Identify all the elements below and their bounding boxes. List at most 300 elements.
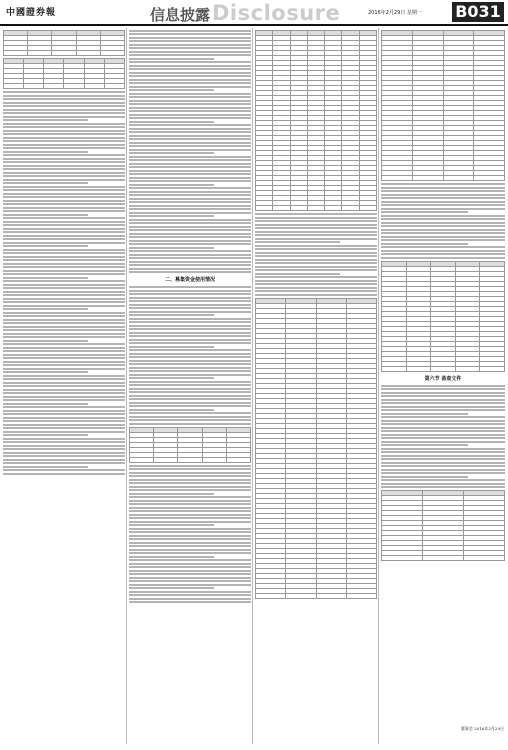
text-line xyxy=(129,293,251,295)
text-line xyxy=(129,493,214,495)
text-line xyxy=(381,253,505,255)
text-line xyxy=(3,235,125,237)
text-line xyxy=(129,409,214,411)
text-line xyxy=(381,395,505,397)
text-line xyxy=(129,177,251,179)
text-line xyxy=(129,601,251,603)
text-line xyxy=(129,219,251,221)
text-line xyxy=(381,402,505,404)
text-line xyxy=(3,343,125,345)
text-line xyxy=(381,239,505,241)
text-line xyxy=(255,259,377,261)
text-line xyxy=(255,262,377,264)
text-line xyxy=(129,201,251,203)
text-line xyxy=(381,441,505,443)
text-line xyxy=(3,385,125,387)
text-line xyxy=(381,215,505,217)
text-line xyxy=(129,149,251,151)
text-line xyxy=(255,241,340,243)
text-line xyxy=(129,318,251,320)
text-line xyxy=(3,168,125,170)
text-line xyxy=(129,184,214,186)
text-line xyxy=(3,217,125,219)
text-line xyxy=(129,472,251,474)
text-line xyxy=(3,238,125,240)
text-line xyxy=(129,563,251,565)
text-line xyxy=(129,117,251,119)
text-line xyxy=(381,211,468,213)
text-line xyxy=(3,231,125,233)
text-line xyxy=(3,452,125,454)
column-3 xyxy=(255,28,377,744)
text-line xyxy=(255,238,377,240)
text-line xyxy=(3,364,125,366)
text-line xyxy=(129,325,251,327)
text-line xyxy=(3,462,125,464)
text-line xyxy=(129,82,251,84)
text-line xyxy=(129,391,251,393)
text-line xyxy=(381,385,505,387)
text-line xyxy=(381,469,505,471)
text-line xyxy=(129,479,251,481)
text-line xyxy=(129,374,251,376)
text-line xyxy=(255,287,377,289)
text-line xyxy=(3,123,125,125)
text-line xyxy=(129,54,251,56)
text-line xyxy=(129,215,214,217)
text-line xyxy=(381,194,505,196)
text-line xyxy=(3,336,125,338)
text-line xyxy=(129,598,251,600)
text-line xyxy=(129,381,251,383)
text-line xyxy=(129,482,251,484)
text-line xyxy=(255,276,377,278)
text-line xyxy=(3,249,125,251)
text-line xyxy=(129,250,251,252)
text-line xyxy=(381,257,505,259)
text-line xyxy=(129,566,251,568)
text-line xyxy=(129,40,251,42)
text-line xyxy=(3,399,125,401)
text-line xyxy=(381,399,505,401)
text-line xyxy=(129,33,251,35)
text-line xyxy=(3,371,88,373)
text-line xyxy=(3,147,125,149)
text-line xyxy=(3,126,125,128)
text-line xyxy=(3,112,125,114)
text-line xyxy=(381,423,505,425)
text-line xyxy=(3,203,125,205)
text-line xyxy=(3,473,125,475)
text-line xyxy=(129,51,251,53)
text-line xyxy=(3,158,125,160)
text-line xyxy=(129,152,214,154)
text-line xyxy=(129,465,251,467)
text-line xyxy=(3,256,125,258)
text-line xyxy=(3,340,88,342)
text-line xyxy=(129,584,251,586)
text-line xyxy=(129,577,251,579)
body-text xyxy=(381,183,505,259)
text-line xyxy=(129,180,251,182)
text-line xyxy=(3,151,88,153)
text-line xyxy=(129,247,214,249)
text-line xyxy=(3,161,125,163)
text-line xyxy=(3,413,125,415)
text-line xyxy=(3,179,125,181)
text-line xyxy=(129,468,251,470)
text-line xyxy=(381,406,505,408)
body-text xyxy=(129,465,251,604)
text-line xyxy=(129,405,251,407)
text-line xyxy=(129,395,251,397)
text-line xyxy=(255,234,377,236)
text-line xyxy=(381,434,505,436)
text-line xyxy=(129,226,251,228)
issue-date: 2016年2月29日 星期一 xyxy=(368,10,422,16)
text-line xyxy=(381,476,468,478)
text-line xyxy=(129,264,251,266)
body-text xyxy=(129,286,251,425)
text-line xyxy=(129,222,251,224)
text-line xyxy=(129,286,251,288)
text-line xyxy=(3,434,88,436)
text-line xyxy=(129,549,251,551)
text-line xyxy=(129,268,251,270)
data-table xyxy=(381,261,505,372)
text-line xyxy=(381,243,468,245)
text-line xyxy=(381,225,505,227)
text-line xyxy=(129,531,251,533)
text-line xyxy=(255,266,377,268)
text-line xyxy=(381,448,505,450)
data-table xyxy=(3,30,125,56)
text-line xyxy=(3,389,125,391)
text-line xyxy=(3,154,125,156)
text-line xyxy=(129,208,251,210)
text-line xyxy=(129,44,251,46)
text-line xyxy=(255,220,377,222)
text-line xyxy=(3,273,125,275)
text-line xyxy=(3,196,125,198)
text-line xyxy=(129,128,251,130)
body-text xyxy=(129,30,251,274)
text-line xyxy=(3,175,125,177)
text-line xyxy=(381,204,505,206)
text-line xyxy=(129,367,251,369)
text-line xyxy=(129,517,251,519)
text-line xyxy=(3,445,125,447)
text-line xyxy=(129,542,251,544)
text-line xyxy=(3,144,125,146)
text-line xyxy=(129,591,251,593)
text-line xyxy=(129,89,214,91)
page-header xyxy=(0,0,508,26)
text-line xyxy=(3,189,125,191)
text-line xyxy=(3,319,125,321)
text-line xyxy=(3,263,125,265)
text-line xyxy=(255,213,377,215)
text-line xyxy=(129,314,214,316)
text-line xyxy=(3,350,125,352)
text-line xyxy=(381,250,505,252)
text-line xyxy=(255,245,377,247)
text-line xyxy=(381,413,468,415)
text-line xyxy=(3,224,125,226)
data-table xyxy=(381,30,505,181)
text-line xyxy=(381,222,505,224)
text-line xyxy=(381,444,468,446)
text-line xyxy=(381,486,505,488)
text-line xyxy=(3,182,88,184)
text-line xyxy=(129,423,251,425)
body-text xyxy=(255,213,377,296)
text-line xyxy=(255,290,377,292)
body-text xyxy=(381,385,505,489)
text-line xyxy=(3,378,125,380)
text-line xyxy=(3,186,125,188)
text-line xyxy=(3,214,88,216)
text-line xyxy=(129,170,251,172)
text-line xyxy=(129,388,251,390)
text-line xyxy=(129,510,251,512)
text-line xyxy=(3,298,125,300)
text-line xyxy=(3,469,125,471)
text-line xyxy=(129,103,251,105)
text-line xyxy=(129,514,251,516)
text-line xyxy=(129,212,251,214)
text-line xyxy=(129,138,251,140)
text-line xyxy=(3,172,125,174)
text-line xyxy=(3,308,88,310)
text-line xyxy=(129,229,251,231)
text-line xyxy=(255,255,377,257)
text-line xyxy=(129,110,251,112)
text-line xyxy=(129,377,214,379)
text-line xyxy=(129,570,251,572)
text-line xyxy=(129,86,251,88)
text-line xyxy=(3,333,125,335)
text-line xyxy=(129,30,251,32)
text-line xyxy=(3,252,125,254)
text-line xyxy=(129,300,251,302)
text-line xyxy=(129,360,251,362)
text-line xyxy=(129,257,251,259)
text-line xyxy=(129,500,251,502)
text-line xyxy=(3,347,125,349)
text-line xyxy=(255,273,340,275)
text-line xyxy=(129,205,251,207)
text-line xyxy=(3,354,125,356)
text-line xyxy=(3,284,125,286)
data-table xyxy=(255,298,377,599)
text-line xyxy=(381,458,505,460)
text-line xyxy=(129,194,251,196)
signature: 董事会 2016年2月29日 xyxy=(460,726,504,731)
text-line xyxy=(129,145,251,147)
text-line xyxy=(3,420,125,422)
text-line xyxy=(129,142,251,144)
text-line xyxy=(129,416,251,418)
text-line xyxy=(3,294,125,296)
text-line xyxy=(129,594,251,596)
text-line xyxy=(129,187,251,189)
text-line xyxy=(3,424,125,426)
text-line xyxy=(129,412,251,414)
text-line xyxy=(129,124,251,126)
text-line xyxy=(129,328,251,330)
text-line xyxy=(129,121,214,123)
text-line xyxy=(3,242,125,244)
body-text xyxy=(3,91,125,475)
text-line xyxy=(129,363,251,365)
text-line xyxy=(3,109,125,111)
text-line xyxy=(129,47,251,49)
text-line xyxy=(129,335,251,337)
text-line xyxy=(3,193,125,195)
text-line xyxy=(129,556,214,558)
text-line xyxy=(3,312,125,314)
text-line xyxy=(3,448,125,450)
column-4 xyxy=(381,28,505,744)
text-line xyxy=(3,392,125,394)
text-line xyxy=(381,472,505,474)
text-line xyxy=(3,98,125,100)
text-line xyxy=(381,246,505,248)
text-line xyxy=(3,427,125,429)
text-line xyxy=(3,140,125,142)
text-line xyxy=(129,65,251,67)
text-line xyxy=(381,416,505,418)
text-line xyxy=(3,119,88,121)
text-line xyxy=(3,357,125,359)
text-line xyxy=(3,459,125,461)
column-divider xyxy=(378,28,379,744)
text-line xyxy=(381,420,505,422)
text-line xyxy=(129,61,251,63)
text-line xyxy=(3,102,125,104)
text-line xyxy=(129,370,251,372)
text-line xyxy=(129,384,251,386)
text-line xyxy=(3,361,125,363)
text-line xyxy=(255,224,377,226)
text-line xyxy=(129,261,251,263)
text-line xyxy=(381,437,505,439)
text-line xyxy=(129,297,251,299)
text-line xyxy=(129,290,251,292)
text-line xyxy=(129,75,251,77)
text-line xyxy=(129,559,251,561)
text-line xyxy=(129,163,251,165)
text-line xyxy=(3,417,125,419)
text-line xyxy=(129,135,251,137)
text-line xyxy=(129,475,251,477)
text-line xyxy=(129,271,251,273)
text-line xyxy=(381,201,505,203)
text-line xyxy=(381,409,505,411)
text-line xyxy=(3,133,125,135)
text-line xyxy=(3,91,125,93)
text-line xyxy=(129,254,251,256)
text-line xyxy=(3,326,125,328)
text-line xyxy=(3,403,88,405)
text-line xyxy=(129,79,251,81)
text-line xyxy=(129,398,251,400)
text-line xyxy=(3,368,125,370)
text-line xyxy=(129,191,251,193)
text-line xyxy=(255,269,377,271)
text-line xyxy=(129,346,214,348)
text-line xyxy=(129,349,251,351)
text-line xyxy=(129,233,251,235)
text-line xyxy=(381,232,505,234)
text-line xyxy=(381,430,505,432)
text-line xyxy=(3,95,125,97)
column-1 xyxy=(3,28,125,744)
section-title: 信息披露 xyxy=(150,6,211,24)
text-line xyxy=(3,322,125,324)
page-number: B031 xyxy=(452,2,504,22)
text-line xyxy=(255,248,377,250)
text-line xyxy=(381,187,505,189)
text-line xyxy=(3,329,125,331)
text-line xyxy=(3,266,125,268)
text-line xyxy=(381,236,505,238)
text-line xyxy=(3,410,125,412)
text-line xyxy=(3,105,125,107)
text-line xyxy=(129,342,251,344)
column-divider xyxy=(252,28,253,744)
text-line xyxy=(255,294,377,296)
text-line xyxy=(129,524,214,526)
text-line xyxy=(381,197,505,199)
text-line xyxy=(129,58,214,60)
data-table xyxy=(3,58,125,89)
text-line xyxy=(3,315,125,317)
text-line xyxy=(3,301,125,303)
data-table xyxy=(381,490,505,561)
text-line xyxy=(129,507,251,509)
text-line xyxy=(3,116,125,118)
text-line xyxy=(129,587,214,589)
text-line xyxy=(255,280,377,282)
text-line xyxy=(129,304,251,306)
text-line xyxy=(3,441,125,443)
text-line xyxy=(129,339,251,341)
text-line xyxy=(129,332,251,334)
text-line xyxy=(3,375,125,377)
text-line xyxy=(129,156,251,158)
text-line xyxy=(129,402,251,404)
text-line xyxy=(129,159,251,161)
text-line xyxy=(3,396,125,398)
text-line xyxy=(381,392,505,394)
text-line xyxy=(3,455,125,457)
text-line xyxy=(129,528,251,530)
text-line xyxy=(129,37,251,39)
text-line xyxy=(381,183,505,185)
text-line xyxy=(129,68,251,70)
text-line xyxy=(129,100,251,102)
text-line xyxy=(129,580,251,582)
text-line xyxy=(129,236,251,238)
text-line xyxy=(381,229,505,231)
text-line xyxy=(129,107,251,109)
text-line xyxy=(3,277,88,279)
text-line xyxy=(129,114,251,116)
text-line xyxy=(129,173,251,175)
newspaper-logo: 中國證券報 xyxy=(6,8,57,18)
